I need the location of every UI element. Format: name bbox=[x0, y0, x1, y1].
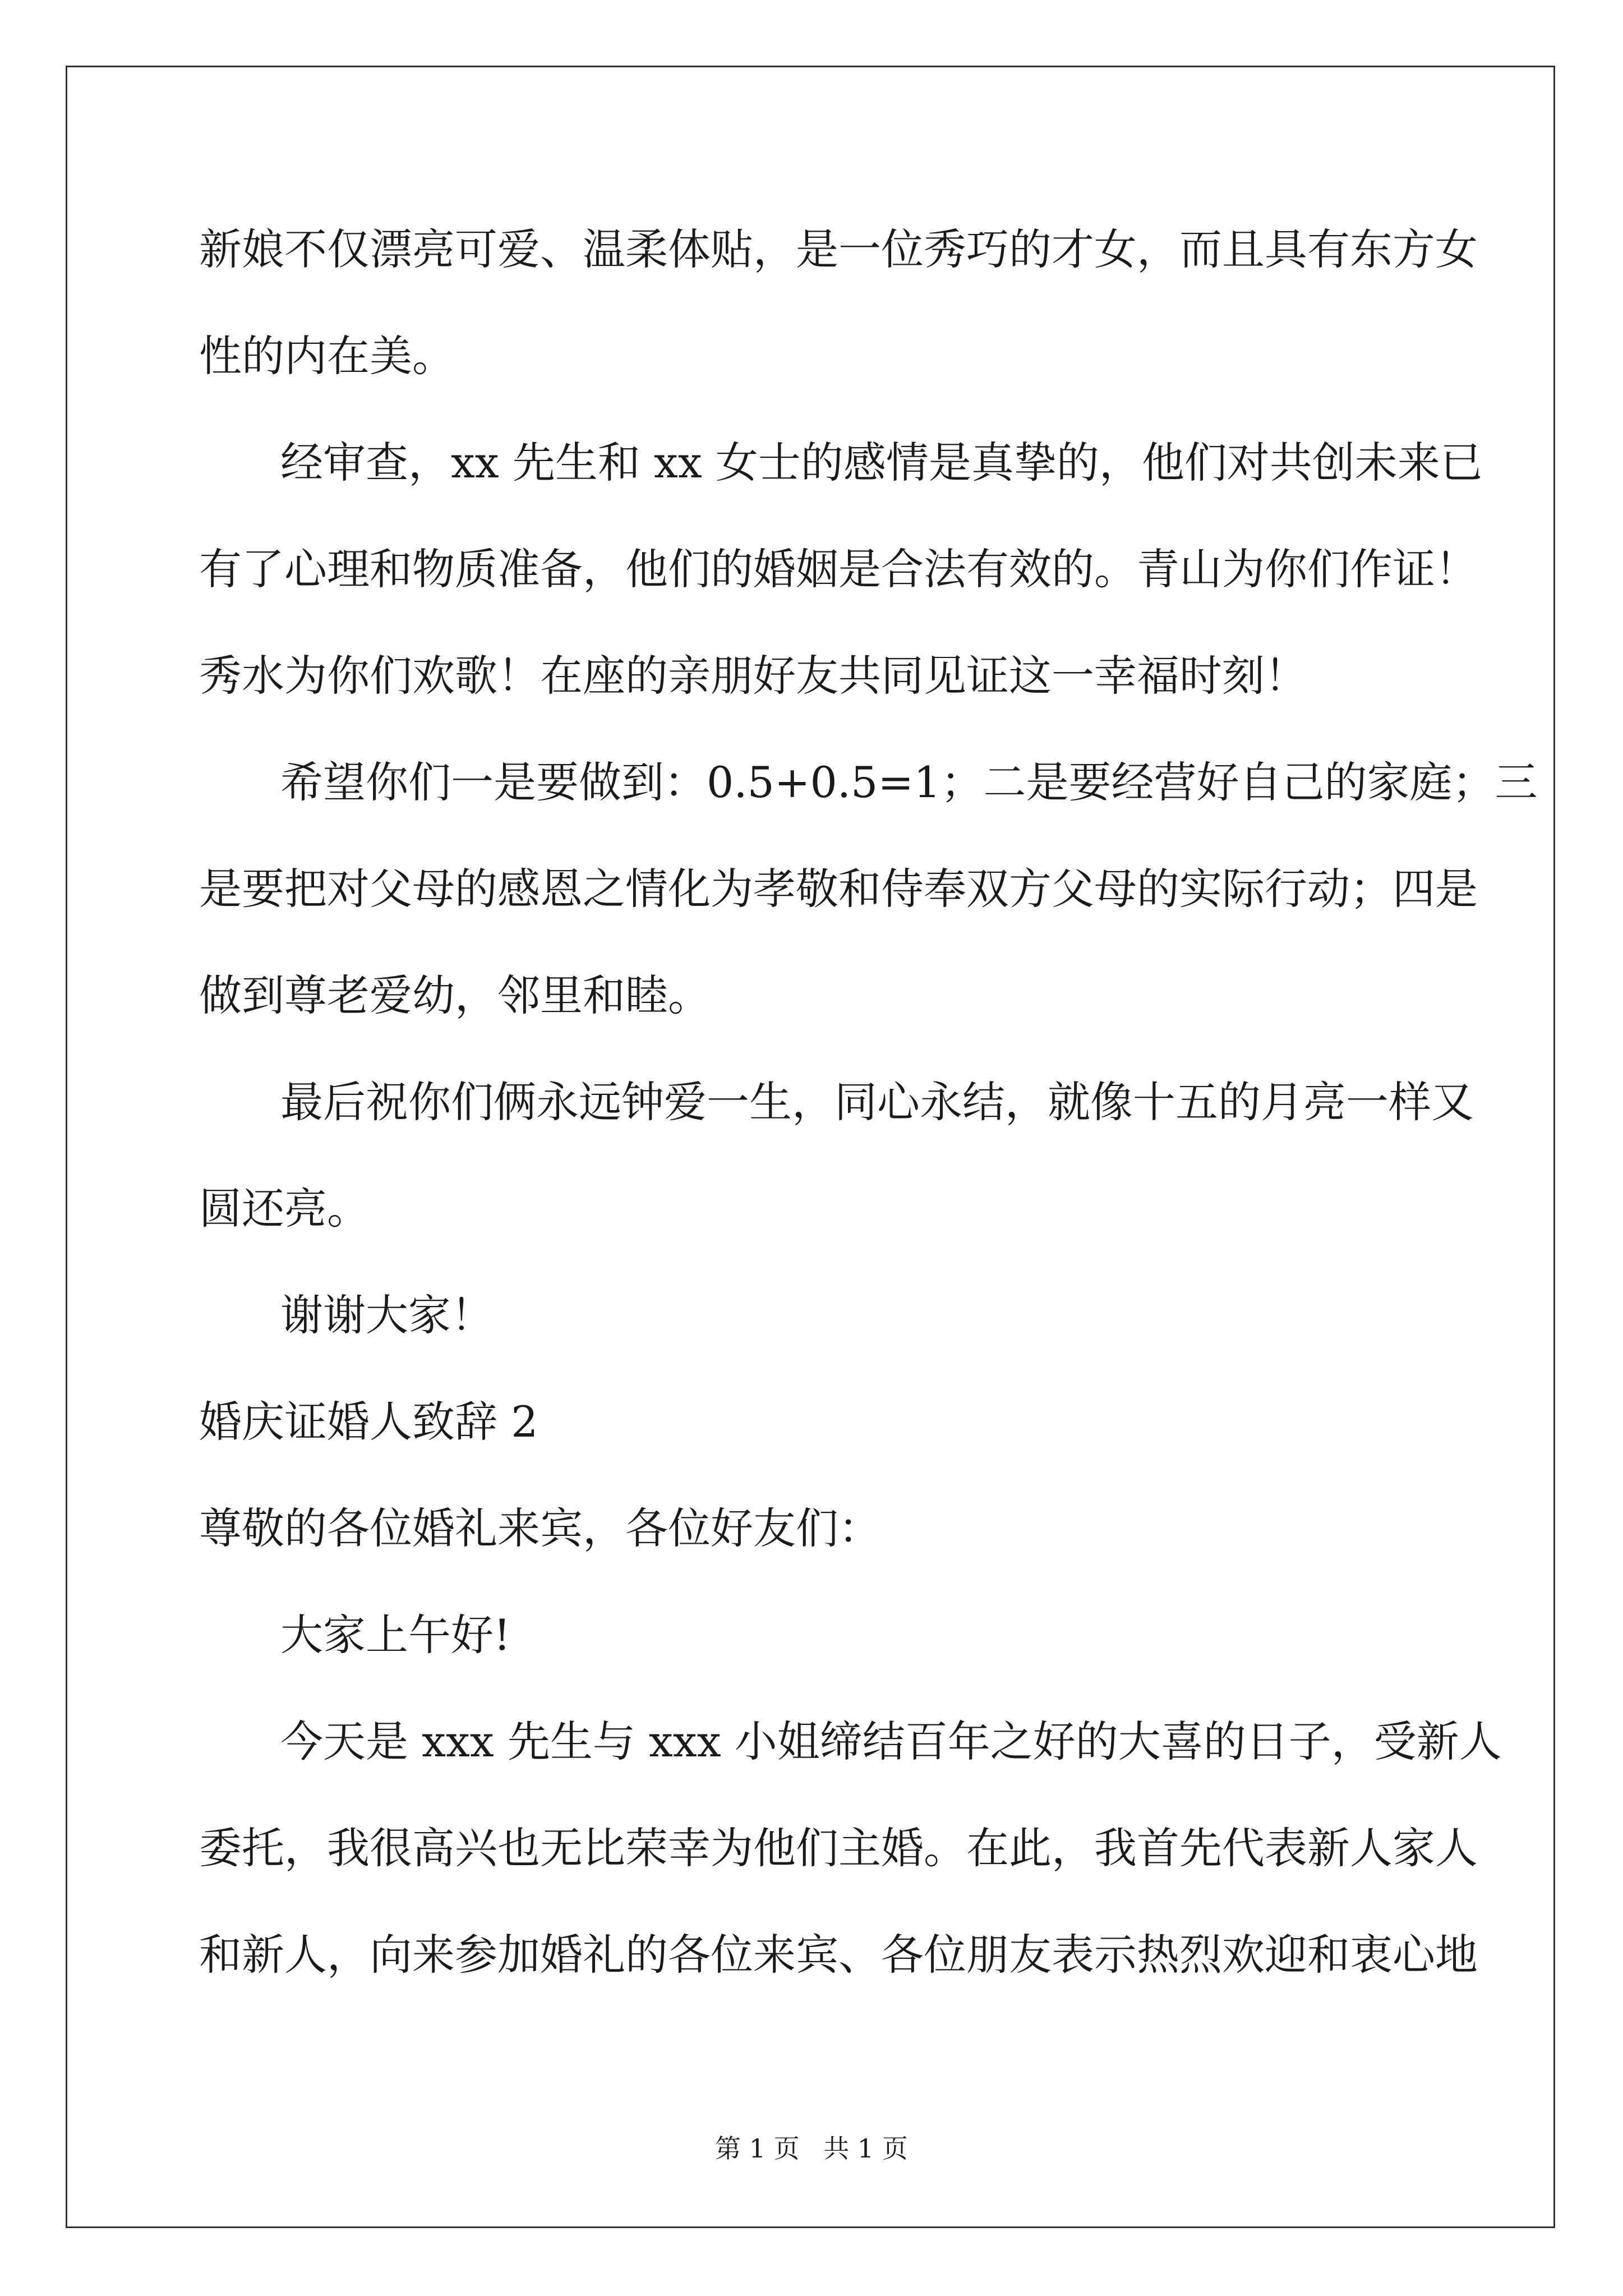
text-line: 做到尊老爱幼，邻里和睦。 bbox=[199, 970, 711, 1020]
page-footer bbox=[0, 2132, 1623, 2165]
page-number-current: 第 1 页 bbox=[715, 2133, 800, 2164]
text-line: 大家上午好! bbox=[280, 1610, 511, 1660]
text-line: 最后祝你们俩永远钟爱一生，同心永结，就像十五的月亮一样又 bbox=[280, 1077, 1474, 1127]
page-border bbox=[66, 66, 1555, 2228]
text-line: 经审查，xx 先生和 xx 女士的感情是真挚的，他们对共创未来已 bbox=[280, 438, 1483, 487]
text-line: 是要把对父母的感恩之情化为孝敬和侍奉双方父母的实际行动；四是 bbox=[199, 864, 1478, 914]
text-line: 委托，我很高兴也无比荣幸为他们主婚。在此，我首先代表新人家人 bbox=[199, 1823, 1478, 1873]
text-line: 谢谢大家！ bbox=[280, 1290, 494, 1340]
text-line: 性的内在美。 bbox=[199, 331, 455, 381]
text-line: 尊敬的各位婚礼来宾，各位好友们： bbox=[199, 1503, 881, 1553]
text-line: 有了心理和物质准备，他们的婚姻是合法有效的。青山为你们作证！ bbox=[199, 544, 1478, 594]
text-line: 希望你们一是要做到：0.5+0.5=1；二是要经营好自己的家庭；三 bbox=[280, 757, 1538, 807]
text-line: 新娘不仅漂亮可爱、温柔体贴，是一位秀巧的才女，而且具有东方女 bbox=[199, 224, 1478, 274]
text-line: 秀水为你们欢歌！在座的亲朋好友共同见证这一幸福时刻！ bbox=[199, 651, 1307, 701]
text-line: 今天是 xxx 先生与 xxx 小姐缔结百年之好的大喜的日子，受新人 bbox=[280, 1717, 1502, 1766]
text-line: 和新人，向来参加婚礼的各位来宾、各位朋友表示热烈欢迎和衷心地 bbox=[199, 1930, 1478, 1980]
page-number-total: 共 1 页 bbox=[823, 2133, 908, 2164]
section-heading: 婚庆证婚人致辞 2 bbox=[199, 1397, 538, 1447]
text-line: 圆还亮。 bbox=[199, 1184, 370, 1234]
